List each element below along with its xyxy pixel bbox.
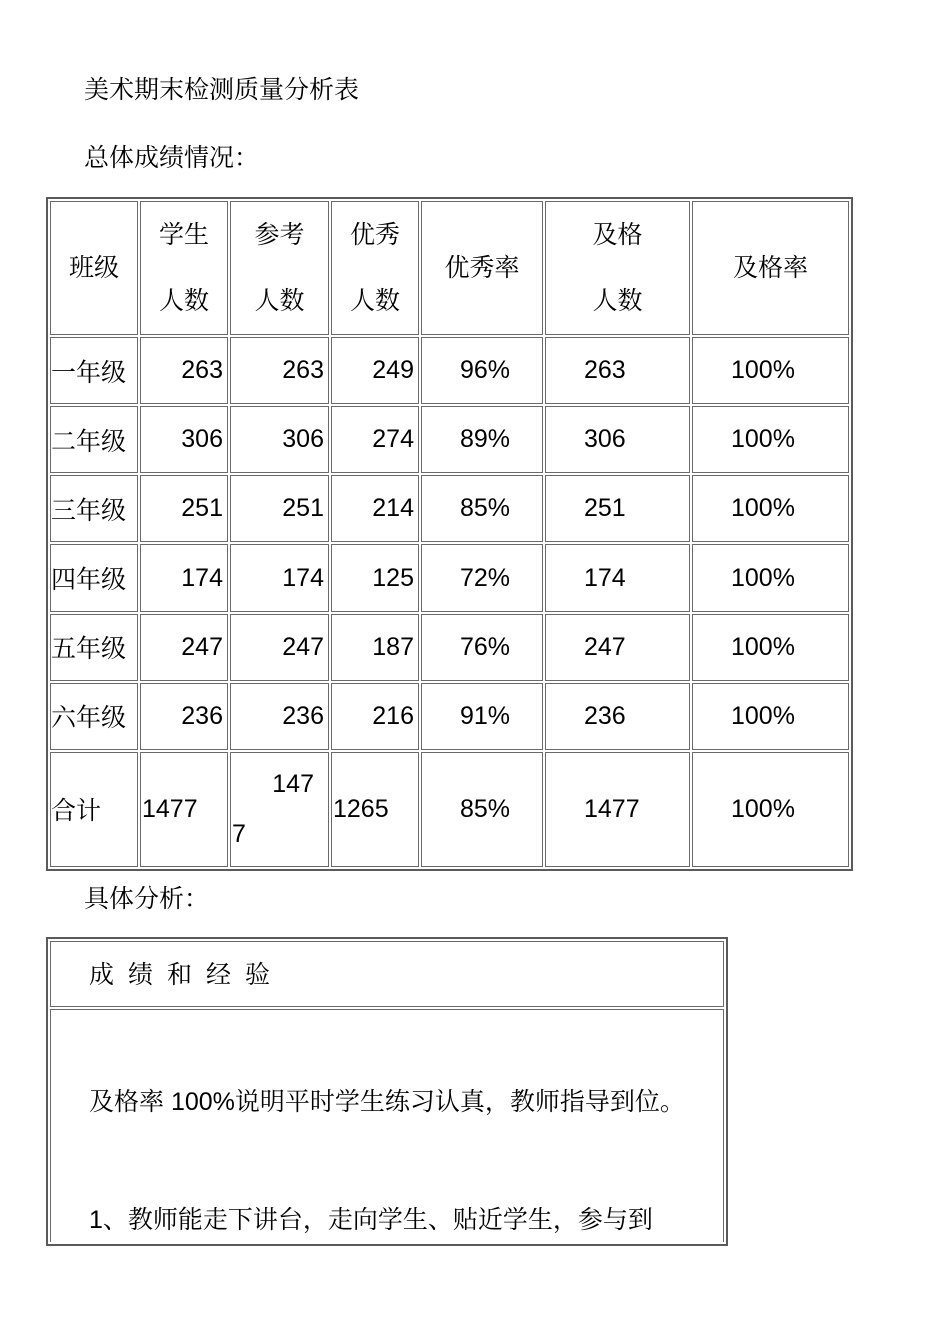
- cell-class: 五年级: [50, 614, 138, 681]
- cell-class: 二年级: [50, 406, 138, 473]
- cell-excellent: 187: [331, 614, 419, 681]
- table-row: [50, 683, 849, 750]
- analysis-label: 具体分析：: [84, 884, 210, 913]
- header-students: 学生 人数: [140, 201, 228, 335]
- cell-class: 三年级: [50, 475, 138, 542]
- cell-students: 247: [140, 614, 228, 681]
- cell-pass-rate: 100%: [692, 544, 849, 611]
- cell-excellent: 214: [331, 475, 419, 542]
- cell-class: 一年级: [50, 337, 138, 404]
- analysis-paragraph-2: 1、教师能走下讲台，走向学生、贴近学生，参与到: [89, 1206, 653, 1234]
- header-pass-rate: 及格率: [692, 201, 849, 335]
- cell-pass-rate: 100%: [692, 614, 849, 681]
- cell-pass-rate: 100%: [692, 475, 849, 542]
- cell-excellent: 216: [331, 683, 419, 750]
- analysis-box: [46, 937, 728, 1246]
- total-participants: 147 7: [230, 752, 329, 867]
- cell-excellent-rate: 96%: [421, 337, 543, 404]
- table-row: [50, 614, 849, 681]
- total-excellent: 1265: [331, 752, 419, 867]
- cell-participants: 174: [230, 544, 329, 611]
- analysis-paragraph-1: 及格率 100%说明平时学生练习认真，教师指导到位。: [89, 1088, 685, 1116]
- cell-students: 251: [140, 475, 228, 542]
- cell-students: 306: [140, 406, 228, 473]
- header-excellent: 优秀 人数: [331, 201, 419, 335]
- analysis-body-cell: [50, 1009, 724, 1242]
- total-excellent-rate: 85%: [421, 752, 543, 867]
- total-label: 合计: [50, 752, 138, 867]
- cell-participants: 251: [230, 475, 329, 542]
- cell-participants: 247: [230, 614, 329, 681]
- overall-label: 总体成绩情况：: [84, 143, 260, 172]
- cell-excellent-rate: 72%: [421, 544, 543, 611]
- cell-excellent: 125: [331, 544, 419, 611]
- cell-pass-rate: 100%: [692, 337, 849, 404]
- cell-pass: 263: [545, 337, 690, 404]
- analysis-heading-cell: [50, 941, 724, 1007]
- cell-excellent-rate: 85%: [421, 475, 543, 542]
- header-excellent-rate: 优秀率: [421, 201, 543, 335]
- cell-pass-rate: 100%: [692, 406, 849, 473]
- header-class: 班级: [50, 201, 138, 335]
- table-row-total: [50, 752, 849, 867]
- table-row: [50, 544, 849, 611]
- total-pass: 1477: [545, 752, 690, 867]
- cell-pass: 306: [545, 406, 690, 473]
- cell-participants: 263: [230, 337, 329, 404]
- cell-pass: 236: [545, 683, 690, 750]
- header-pass: 及格 人数: [545, 201, 690, 335]
- header-participants: 参考 人数: [230, 201, 329, 335]
- cell-pass: 247: [545, 614, 690, 681]
- cell-excellent: 274: [331, 406, 419, 473]
- analysis-heading: 成绩和经验: [89, 960, 285, 989]
- cell-excellent-rate: 91%: [421, 683, 543, 750]
- cell-excellent: 249: [331, 337, 419, 404]
- cell-pass: 251: [545, 475, 690, 542]
- total-students: 1477: [140, 752, 228, 867]
- page-title: 美术期末检测质量分析表: [84, 75, 360, 104]
- cell-excellent-rate: 76%: [421, 614, 543, 681]
- cell-class: 四年级: [50, 544, 138, 611]
- table-row: [50, 475, 849, 542]
- score-table: [46, 197, 853, 871]
- cell-students: 174: [140, 544, 228, 611]
- cell-students: 263: [140, 337, 228, 404]
- cell-excellent-rate: 89%: [421, 406, 543, 473]
- cell-class: 六年级: [50, 683, 138, 750]
- cell-pass: 174: [545, 544, 690, 611]
- total-pass-rate: 100%: [692, 752, 849, 867]
- cell-students: 236: [140, 683, 228, 750]
- table-row: [50, 337, 849, 404]
- table-row: [50, 406, 849, 473]
- cell-participants: 306: [230, 406, 329, 473]
- cell-pass-rate: 100%: [692, 683, 849, 750]
- cell-participants: 236: [230, 683, 329, 750]
- table-header-row: [50, 201, 849, 335]
